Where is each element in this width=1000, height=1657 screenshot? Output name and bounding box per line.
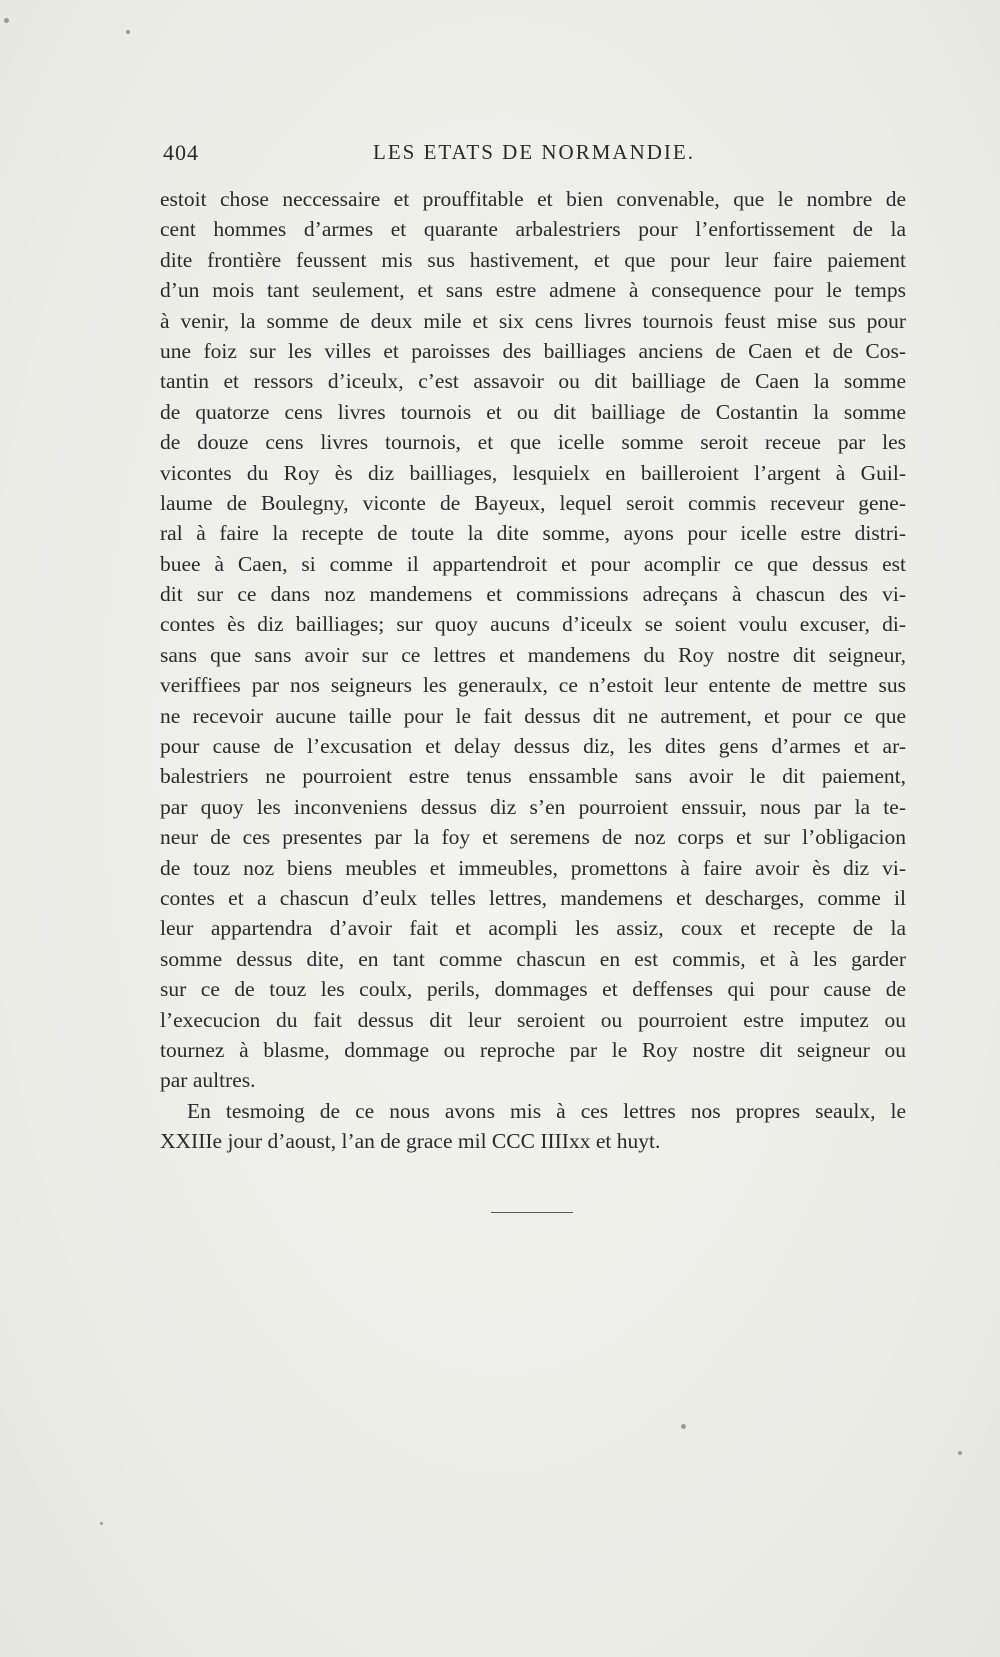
text-line: dite frontière feussent mis sus hastivement, et que pour leur faire paiement: [160, 247, 906, 272]
text-line: ral à faire la recepte de toute la dite somme, ayons pour icelle estre distri-: [160, 521, 906, 546]
text-line: une foiz sur les villes et paroisses des bailliages anciens de Caen et de Cos-: [160, 338, 906, 363]
text-line: dit sur ce dans noz mandemens et commissions adreçans à chascun des vi-: [160, 582, 906, 607]
text-line: tournez à blasme, dommage ou reproche par le Roy nostre dit seigneur ou: [160, 1037, 906, 1062]
section-divider: [491, 1212, 573, 1213]
closing-line: En tesmoing de ce nous avons mis à ces lettres nos propres seaulx, le: [187, 1098, 906, 1123]
running-head: LES ETATS DE NORMANDIE.: [373, 140, 695, 164]
page-header: [163, 140, 903, 170]
text-line: veriffiees par nos seigneurs les generaulx, ce n’estoit leur entente de mettre sus: [160, 673, 906, 698]
text-line: de quatorze cens livres tournois et ou dit bailliage de Costantin la somme: [160, 399, 906, 424]
text-line: l’execucion du fait dessus dit leur seroient ou pourroient estre imputez ou: [160, 1007, 906, 1032]
text-line: neur de ces presentes par la foy et seremens de noz corps et sur l’obligacion: [160, 825, 906, 850]
text-line: par aultres.: [160, 1068, 256, 1093]
text-line: de touz noz biens meubles et immeubles, promettons à faire avoir ès diz vi-: [160, 855, 906, 880]
text-line: contes et a chascun d’eulx telles lettres, mandemens et descharges, comme il: [160, 885, 906, 910]
text-line: d’un mois tant seulement, et sans estre admene à consequence pour le temps: [160, 278, 906, 303]
paper-speck: [4, 18, 9, 23]
text-line: somme dessus dite, en tant comme chascun en est commis, et à les garder: [160, 946, 906, 971]
text-line: pour cause de l’excusation et delay dessus diz, les dites gens d’armes et ar-: [160, 734, 906, 759]
text-line: leur appartendra d’avoir fait et acompli les assiz, coux et recepte de la: [160, 916, 906, 941]
text-line: sans que sans avoir sur ce lettres et mandemens du Roy nostre dit seigneur,: [160, 642, 906, 667]
text-line: sur ce de touz les coulx, perils, dommages et deffenses qui pour cause de: [160, 977, 906, 1002]
text-line: de douze cens livres tournois, et que icelle somme seroit receue par les: [160, 430, 906, 455]
paper-speck: [958, 1451, 962, 1455]
text-line: vicontes du Roy ès diz bailliages, lesquielx en bailleroient l’argent à Guil-: [160, 460, 906, 485]
text-line: balestriers ne pourroient estre tenus enssamble sans avoir le dit paiement,: [160, 764, 906, 789]
text-line: laume de Boulegny, viconte de Bayeux, lequel seroit commis receveur gene-: [160, 490, 906, 515]
text-line: buee à Caen, si comme il appartendroit et pour acomplir ce que dessus est: [160, 551, 906, 576]
text-line: ne recevoir aucune taille pour le fait dessus dit ne autrement, et pour ce que: [160, 703, 906, 728]
body-text: [160, 184, 906, 1157]
text-line: contes ès diz bailliages; sur quoy aucuns d’iceulx se soient voulu excuser, di-: [160, 612, 906, 637]
text-line: à venir, la somme de deux mile et six cens livres tournois feust mise sus pour: [160, 308, 906, 333]
text-line: tantin et ressors d’iceulx, c’est assavoir ou dit bailliage de Caen la somme: [160, 369, 906, 394]
text-line: cent hommes d’armes et quarante arbalestriers pour l’enfortissement de la: [160, 217, 906, 242]
text-line: estoit chose neccessaire et prouffitable et bien convenable, que le nombre de: [160, 187, 906, 211]
closing-line: XXIIIe jour d’aoust, l’an de grace mil CCC IIIIxx et huyt.: [160, 1129, 661, 1154]
page-number: 404: [163, 140, 199, 165]
paper-speck: [126, 30, 130, 34]
text-line: par quoy les inconveniens dessus diz s’en pourroient enssuir, nous par la te-: [160, 794, 906, 819]
paper-speck: [681, 1424, 686, 1429]
paper-speck: [100, 1522, 103, 1525]
